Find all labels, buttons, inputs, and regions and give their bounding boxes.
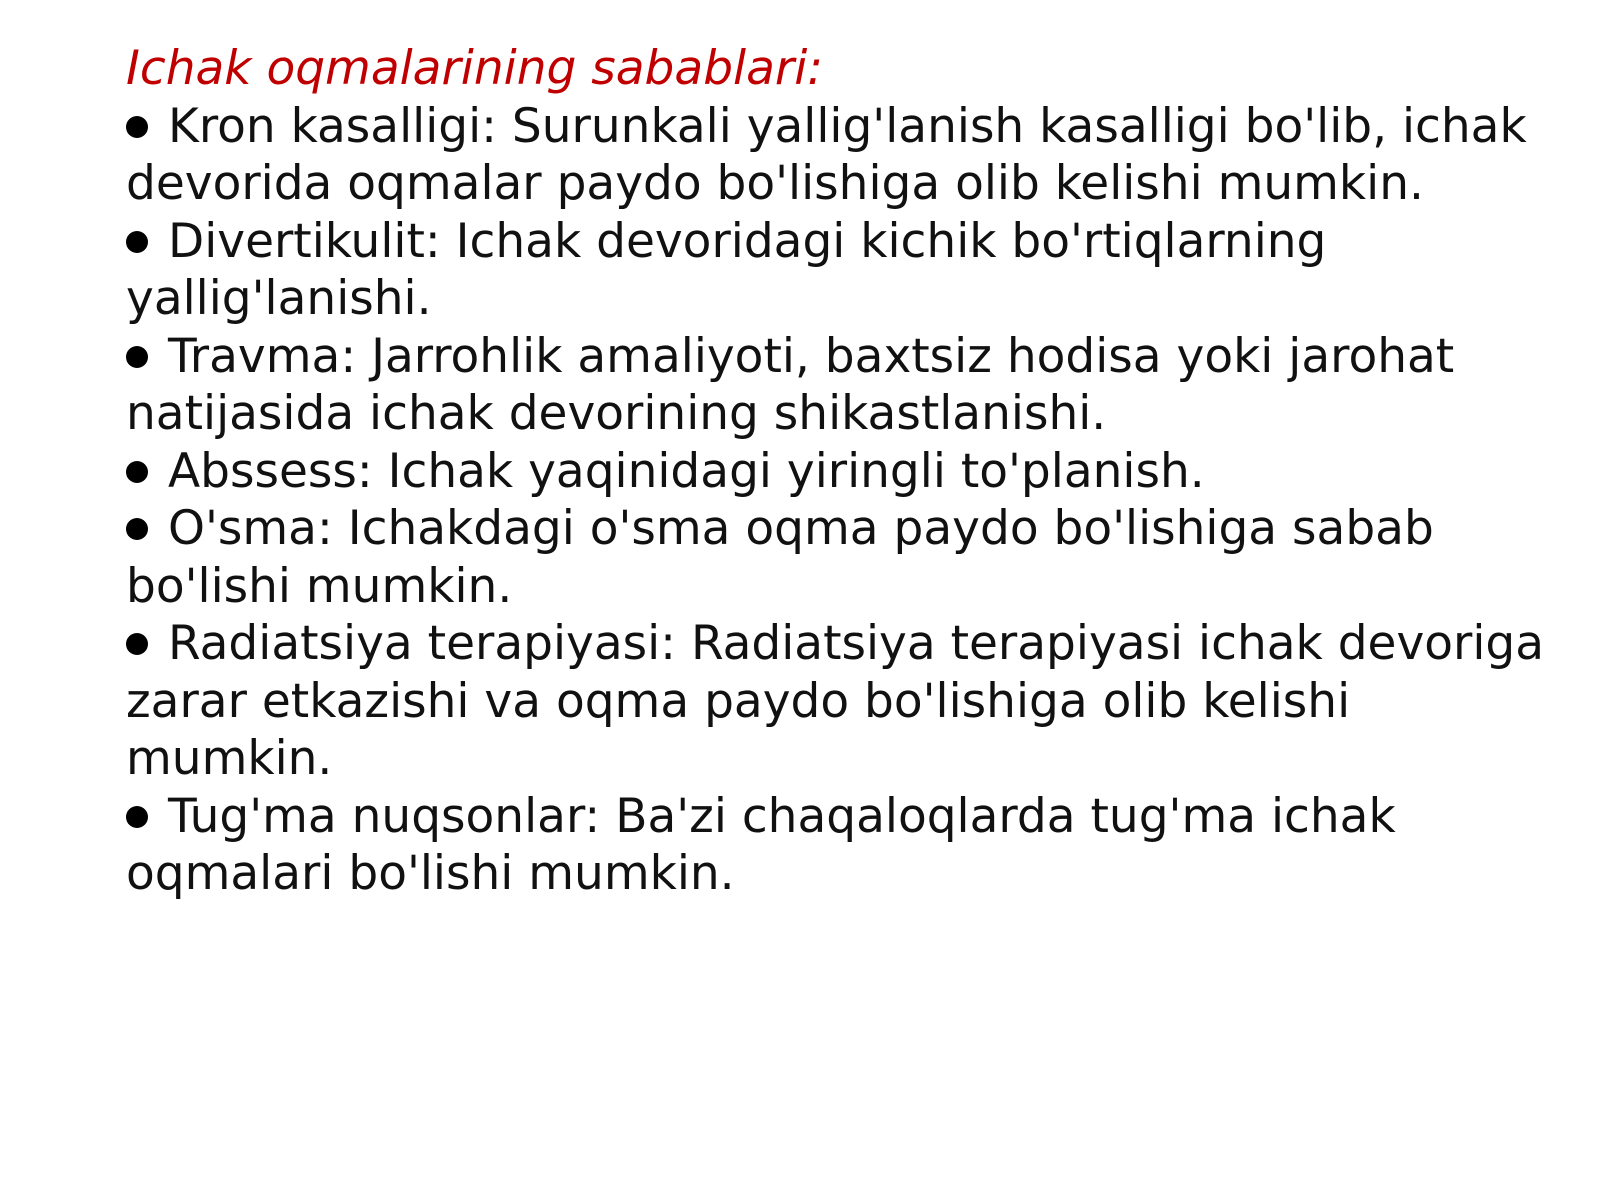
bullet-item-abssess	[126, 443, 1566, 501]
bullet-dot-icon	[126, 518, 148, 540]
bullet-dot-icon	[126, 231, 148, 253]
bullet-item-tugma	[126, 788, 1566, 903]
slide-content	[126, 40, 1566, 903]
bullet-text: Travma: Jarrohlik amaliyoti, baxtsiz hodisa yoki jarohat natijasida ichak devorining shikastlanishi.	[126, 328, 1455, 441]
bullet-item-divertikulit	[126, 213, 1566, 328]
bullet-dot-icon	[126, 346, 148, 368]
bullet-text: O'sma: Ichakdagi o'sma oqma paydo bo'lishiga sabab bo'lishi mumkin.	[126, 501, 1434, 614]
bullet-text: Kron kasalligi: Surunkali yallig'lanish kasalligi bo'lib, ichak devorida oqmalar paydo bo'lishiga olib kelishi mumkin.	[126, 98, 1527, 211]
bullet-dot-icon	[126, 116, 148, 138]
bullet-dot-icon	[126, 633, 148, 655]
bullet-dot-icon	[126, 461, 148, 483]
bullet-list	[126, 98, 1566, 903]
slide-title: Ichak oqmalarining sabablari:	[126, 41, 824, 96]
bullet-text: Abssess: Ichak yaqinidagi yiringli to'planish.	[168, 443, 1205, 499]
bullet-item-osma	[126, 500, 1566, 615]
bullet-dot-icon	[126, 806, 148, 828]
bullet-item-radiatsiya	[126, 615, 1566, 788]
bullet-item-travma	[126, 328, 1566, 443]
bullet-text: Divertikulit: Ichak devoridagi kichik bo'rtiqlarning yallig'lanishi.	[126, 213, 1327, 326]
bullet-text: Radiatsiya terapiyasi: Radiatsiya terapiyasi ichak devoriga zarar etkazishi va oqma paydo bo'lishiga olib kelishi mumkin.	[126, 616, 1545, 786]
bullet-item-kron	[126, 98, 1566, 213]
bullet-text: Tug'ma nuqsonlar: Ba'zi chaqaloqlarda tug'ma ichak oqmalari bo'lishi mumkin.	[126, 788, 1396, 901]
